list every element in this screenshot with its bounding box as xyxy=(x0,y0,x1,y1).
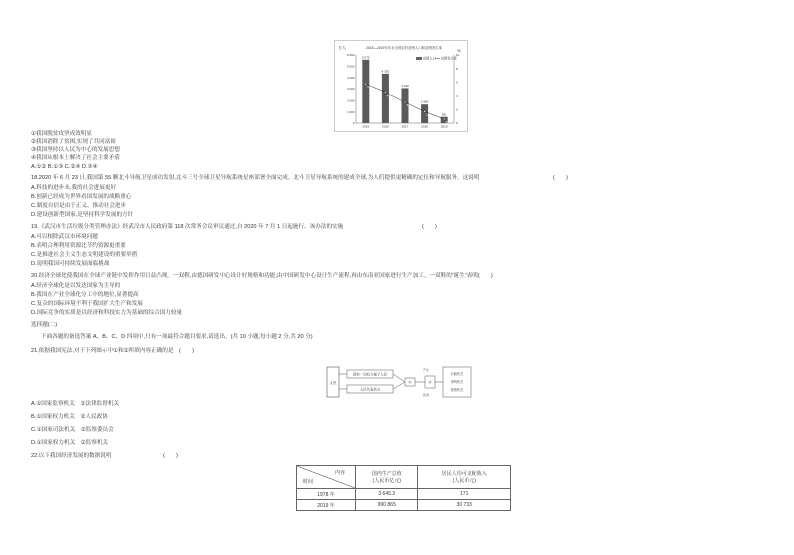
bar xyxy=(362,60,372,123)
right-tick-label: 6 xyxy=(456,80,458,85)
right-tick-label: 4 xyxy=(456,94,458,98)
q18-option-d: D.建设创新型国家,是坚持科学发展的方针 xyxy=(31,212,134,218)
left-tick-label: 3 000 xyxy=(346,87,355,92)
right-tick-label: 8 xyxy=(456,66,458,71)
q21-option-a: A.①国家监察机关 ②法律监督机关 xyxy=(31,401,120,407)
q19-option-c: C.是推进社会主义生态文明建设的重要举措 xyxy=(31,252,138,258)
q20-option-b: B.我国在产业全球化分工中的地位,显著提高 xyxy=(31,292,139,298)
header-time: 时间 xyxy=(303,479,314,485)
bar-value-label: 4 335 xyxy=(381,69,390,74)
q20-option-a: A.经济全球化是以发达国家为主导的 xyxy=(31,283,121,289)
table-row xyxy=(297,500,511,511)
q20-stem: 20.经济全球化使我国在全球产业链中发挥作用日益凸现。一双鞋,由德国研发中心设计好规格和功能,由中国研发中心设计生产流程,再由东南亚国家进行生产加工。一双鞋的“诞生”表明( ) xyxy=(31,273,493,279)
table-header-row xyxy=(297,466,511,489)
option-3: ③我国坚持以人民为中心的发展思想 xyxy=(31,147,120,153)
x-tick-label: 2016 xyxy=(382,124,389,129)
q19-option-a: A.可以根除武汉市环境问题 xyxy=(31,234,98,240)
produce-label: 产生 xyxy=(423,368,430,372)
section-heading: 选择题(二) xyxy=(31,322,58,328)
cell-gdp: 3 645.3 xyxy=(356,489,418,500)
organ-judicial: 审判机关 xyxy=(450,380,464,384)
q21-option-b: B.①国家权力机关 ②人民政协 xyxy=(31,414,108,420)
header-income-cell xyxy=(418,466,511,489)
option-1: ①我国脱贫攻坚成效明显 xyxy=(31,131,92,137)
slot-2-label: ② xyxy=(428,380,432,385)
header-gdp-cell xyxy=(356,466,418,489)
x-tick-label: 2015 xyxy=(362,124,370,129)
x-tick-label: 2018 xyxy=(421,124,428,129)
right-tick-label: 10 xyxy=(456,53,460,58)
q20-option-c: C.复杂的国际环境不利于我国扩大生产和发展 xyxy=(31,301,143,307)
q21-option-c: C.①国家司法机关 ②监察委员会 xyxy=(31,427,114,433)
q17-answers: A.①② B.①③ C.②④ D.③④ xyxy=(31,164,98,170)
q19-stem: 19.《武汉市生活垃圾分类管理办法》经武汉市人民政府第 118 次常务会议审议通过,自 2020 年 7 月 1 日起施行。该办法的实施 xyxy=(31,224,344,230)
cell-year: 2019 年 xyxy=(297,500,356,511)
rate-label: 4.5 xyxy=(386,93,391,98)
q18-option-b: B.创新已经成为世界看国发展的战略重心 xyxy=(31,194,132,200)
q19-paren: ( ) xyxy=(422,224,437,230)
bar-value-label: 1 660 xyxy=(420,99,429,104)
right-tick-label: 2 xyxy=(456,107,458,112)
cell-income: 30 733 xyxy=(418,500,511,511)
q19-option-b: B.表明合理利用资源比节约资源更重要 xyxy=(31,243,126,249)
rate-label: 1.7 xyxy=(426,112,430,117)
header-income-unit: (人民币元) xyxy=(452,478,476,484)
bar-value-label: 551 xyxy=(441,112,447,117)
chart-y-unit: 万人 xyxy=(338,45,346,50)
right-tick-label: 0 xyxy=(456,121,458,126)
header-content: 内容 xyxy=(334,470,345,476)
left-tick-label: 2 000 xyxy=(346,98,355,103)
rate-label: 5.7 xyxy=(367,85,372,90)
rate-label: 0.6 xyxy=(445,119,450,124)
table-corner-cell xyxy=(297,466,356,489)
left-tick-label: 4 000 xyxy=(346,75,355,80)
x-tick-label: 2019 xyxy=(440,124,448,129)
left-tick-label: 6 000 xyxy=(346,53,355,58)
table-row xyxy=(297,489,511,500)
x-tick-label: 2017 xyxy=(401,124,409,129)
bar-value-label: 3 046 xyxy=(401,83,409,88)
option-4: ④我国从根本上解决了社会主要矛盾 xyxy=(31,155,120,161)
q18-option-c: C.制度自信是由于正义、推动社会进步 xyxy=(31,203,127,209)
chart-right-unit: % xyxy=(457,48,461,53)
q22-stem: 22.以下我国经济发展的数据说明 xyxy=(31,453,112,459)
bar xyxy=(382,74,389,123)
legend-bar-label: 贫困人口 xyxy=(423,56,436,61)
legend-bar-swatch xyxy=(416,57,422,60)
q19-option-d: D.说明我国可持续发展面临挑战 xyxy=(31,261,110,267)
organ-procuratorate: 检察机关 xyxy=(450,388,464,392)
header-income: 居民人均可支配收入 xyxy=(441,471,487,477)
state-organs-diagram xyxy=(325,363,473,401)
q18-paren: ( ) xyxy=(553,175,568,181)
q18-option-a: A.科技的进步未,我的社会进展更好 xyxy=(31,185,117,191)
poverty-chart xyxy=(334,40,468,132)
top-box-label: 国家一切权力属于人民 xyxy=(353,372,387,377)
section-instructions: 下面各题的备选答案 A、B、C、D 四项中,只有一项最符合题目要求,请选出。(共 10 小题,每小题 2 分,共 20 分) xyxy=(41,334,313,340)
header-gdp: 国内生产总值 xyxy=(371,471,402,477)
q20-option-d: D.国际竞争的实质是以经济和科技实力为基础的综合国力较量 xyxy=(31,310,183,316)
legend-line-label: 贫困发生率 xyxy=(441,56,457,61)
rate-label: 3.1 xyxy=(406,102,411,107)
organ-admin: 行政机关 xyxy=(450,372,464,376)
left-tick-label: 0 xyxy=(352,121,355,126)
q21-option-d: D.①国家权力机关 ②监察机关 xyxy=(31,440,109,446)
bottom-box-label: 人民代表机关 xyxy=(359,387,381,392)
chart-title: 2015—2019年年末全国农村贫困人口和贫困发生率 xyxy=(365,46,443,50)
q22-paren: ( ) xyxy=(163,453,178,459)
cell-year: 1978 年 xyxy=(297,489,356,500)
left-tick-label: 1 000 xyxy=(346,109,355,114)
slot-1-label: ① xyxy=(408,380,412,385)
economy-table xyxy=(296,465,511,511)
bar-value-label: 5 575 xyxy=(362,55,370,60)
responsible-label: 负责 xyxy=(423,393,430,397)
cell-income: 171 xyxy=(418,489,511,500)
q21-stem: 21.依据我国宪法,对于下列图示中①和②所填内容正确的是 ( ) xyxy=(31,348,194,354)
people-label: 人民 xyxy=(329,381,337,385)
option-2: ②我国消除了贫困,实现了共同富裕 xyxy=(31,139,116,145)
q18-stem: 18.2020 年 6 月 23 日,我国第 55 颗北斗导航卫星成功发射,北斗三号全球卫星导航系统星座部署全面完成。北斗卫星导航系统的建成全球,为人们提供更精确的定位和导航服务。这说明 xyxy=(31,175,480,181)
header-gdp-unit: (人民币亿元) xyxy=(372,478,401,484)
left-tick-label: 5 000 xyxy=(346,64,355,69)
cell-gdp: 990 865 xyxy=(356,500,418,511)
